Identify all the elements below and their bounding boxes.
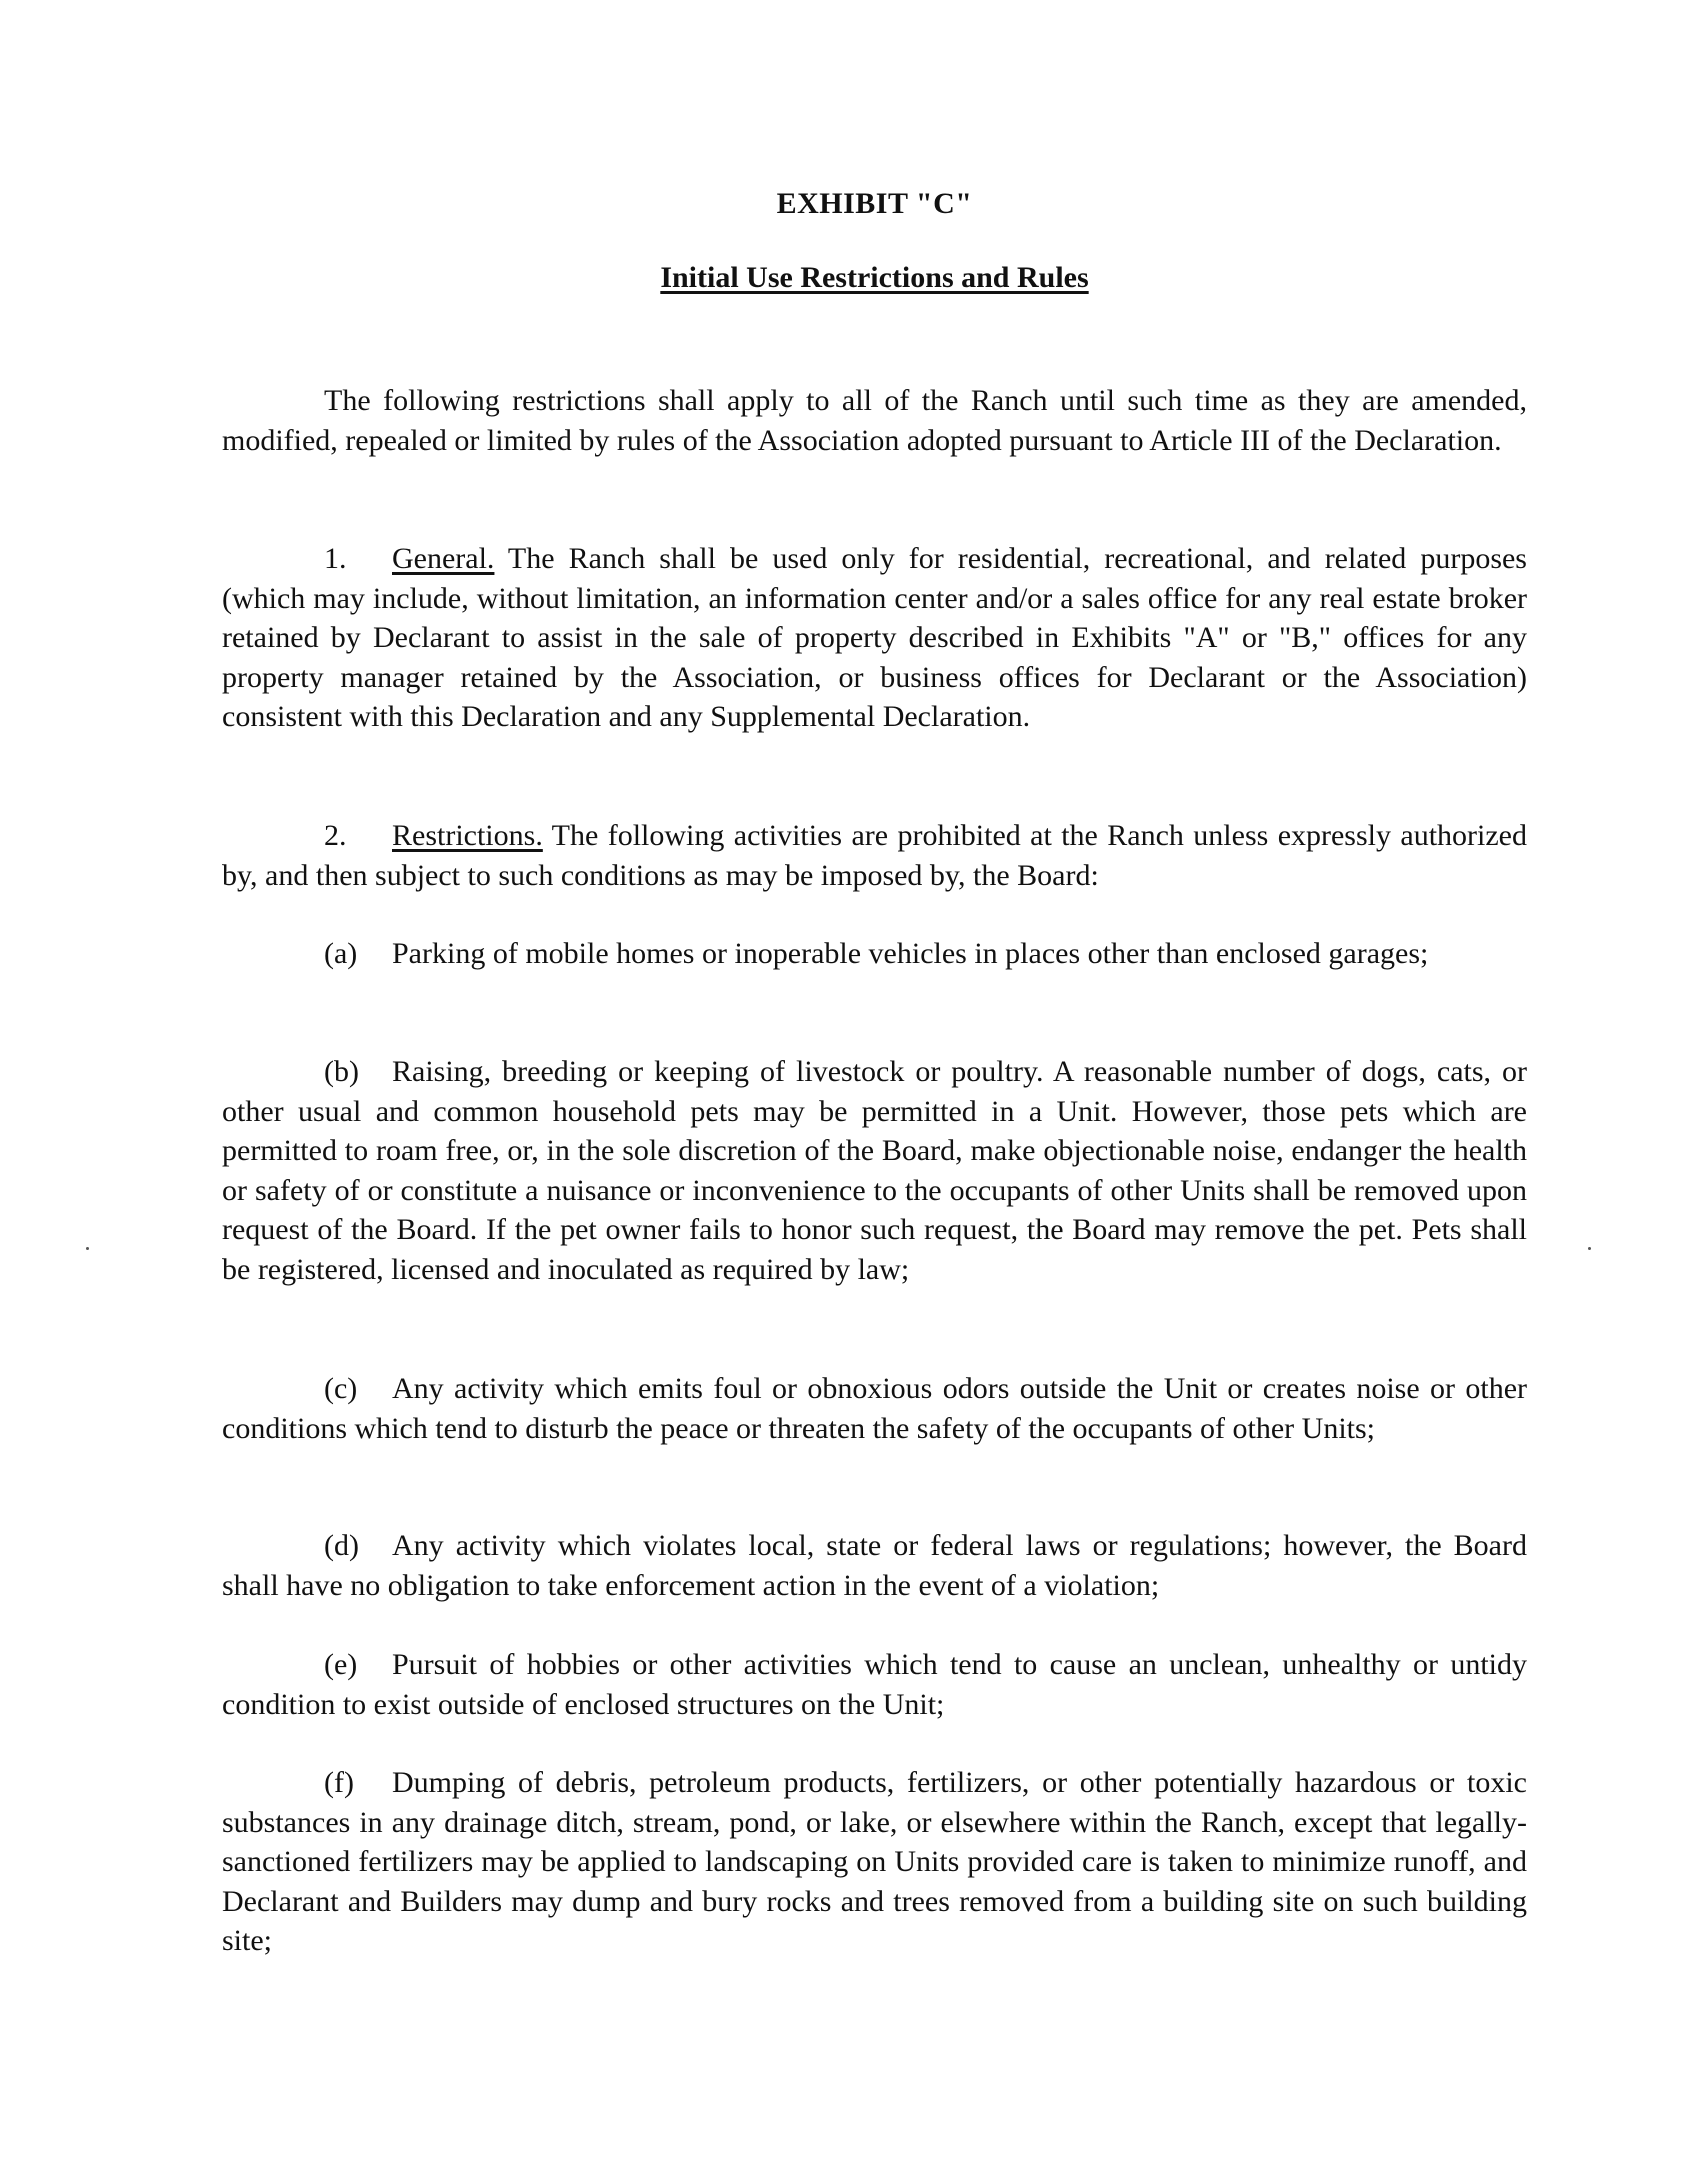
restriction-item-b [222, 1052, 1527, 1289]
item-text: Dumping of debris, petroleum products, fertilizers, or other potentially hazardous or toxic substances in any drainage ditch, stream, pond, or lake, or elsewhere within the Ranch, except that legally-sanctioned fertilizers may be applied to landscaping on Units provided care is taken to minimize runoff, and Declarant and Builders may dump and bury rocks and trees removed from a building site on such building site; [222, 1766, 1527, 1957]
intro-paragraph: The following restrictions shall apply to all of the Ranch until such time as they are amended, modified, repealed or limited by rules of the Association adopted pursuant to Article III of the Declaration. [222, 384, 1527, 457]
scan-speck [86, 1247, 89, 1250]
restriction-item-e [222, 1645, 1527, 1724]
item-text: Raising, breeding or keeping of livestock or poultry. A reasonable number of dogs, cats, or other usual and common household pets may be permitted in a Unit. However, those pets which are permitted to roam free, or, in the sole discretion of the Board, make objectionable noise, endanger the health or safety of or constitute a nuisance or inconvenience to the occupants of other Units shall be removed upon request of the Board. If the pet owner fails to honor such request, the Board may remove the pet. Pets shall be registered, licensed and inoculated as required by law; [222, 1055, 1527, 1286]
document-subtitle: Initial Use Restrictions and Rules [660, 261, 1089, 294]
section-heading: Restrictions. [392, 819, 543, 852]
item-label: (c) [324, 1372, 358, 1405]
section-restrictions [222, 816, 1527, 895]
item-label: (b) [324, 1055, 359, 1088]
restriction-item-c [222, 1369, 1527, 1448]
item-text: Parking of mobile homes or inoperable vehicles in places other than enclosed garages; [392, 937, 1429, 970]
scan-speck [1588, 1247, 1591, 1250]
item-text: Any activity which emits foul or obnoxious odors outside the Unit or creates noise or other conditions which tend to disturb the peace or threaten the safety of the occupants of other Units; [222, 1372, 1527, 1445]
item-label: (a) [324, 937, 358, 970]
item-text: Any activity which violates local, state or federal laws or regulations; however, the Board shall have no obligation to take enforcement action in the event of a violation; [222, 1529, 1527, 1602]
item-label: (d) [324, 1529, 359, 1562]
restriction-item-d [222, 1526, 1527, 1605]
section-general [222, 539, 1527, 737]
section-text: The Ranch shall be used only for residential, recreational, and related purposes (which may include, without limitation, an information center and/or a sales office for any real estate broker retained by Declarant to assist in the sale of property described in Exhibits "A" or "B," offices for any property manager retained by the Association, or business offices for Declarant or the Association) consistent with this Declaration and any Supplemental Declaration. [222, 542, 1527, 733]
item-text: Pursuit of hobbies or other activities which tend to cause an unclean, unhealthy or untidy condition to exist outside of enclosed structures on the Unit; [222, 1648, 1527, 1721]
item-label: (e) [324, 1648, 358, 1681]
section-text: The following activities are prohibited at the Ranch unless expressly authorized by, and then subject to such conditions as may be imposed by, the Board: [222, 819, 1527, 892]
restriction-item-f [222, 1763, 1527, 1961]
section-number: 1. [324, 542, 347, 575]
restriction-item-a [222, 934, 1527, 974]
section-heading: General. [392, 542, 495, 575]
item-label: (f) [324, 1766, 354, 1799]
section-number: 2. [324, 819, 347, 852]
document-title: EXHIBIT "C" [776, 187, 973, 220]
